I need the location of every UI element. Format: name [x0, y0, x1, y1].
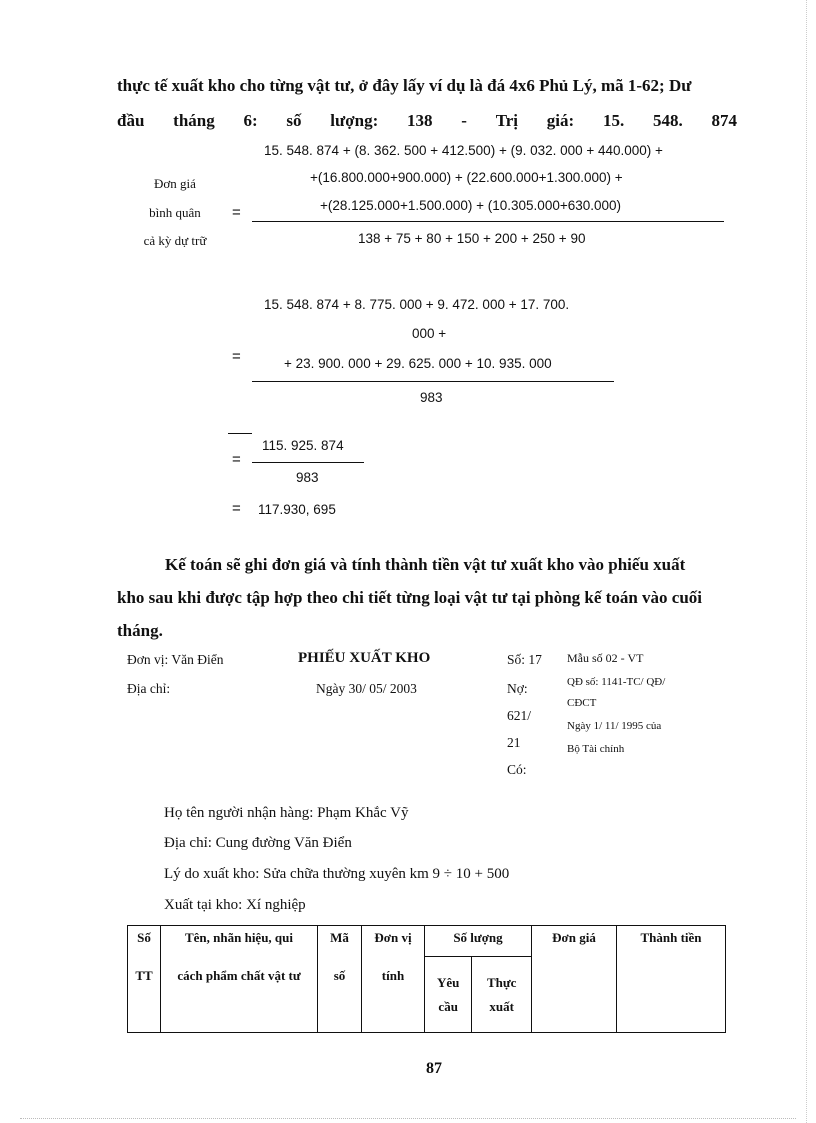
formula-label-line-1: Đơn giá — [154, 176, 196, 191]
header-code-2: số — [318, 956, 362, 1033]
numerator-1-line-3: +(28.125.000+1.500.000) + (10.305.000+630.000) — [320, 198, 622, 213]
header-price: Đơn giá — [532, 926, 617, 957]
header-name-2: cách phẩm chất vật tư — [161, 956, 318, 1033]
decision-line-2: CĐCT — [567, 697, 597, 709]
paragraph-2-line-2: kho sau khi được tập hợp theo chi tiết từng loại vật tư tại phòng kế toán vào cuối — [117, 588, 703, 607]
decision-line-1: QĐ số: 1141-TC/ QĐ/ — [567, 676, 666, 688]
paragraph-2-line-3: tháng. — [117, 621, 163, 640]
intro-word: 548. — [652, 111, 683, 130]
intro-word: Trị — [495, 111, 519, 130]
intro-word: giá: — [546, 111, 575, 130]
page-edge-bottom — [20, 1118, 796, 1119]
paragraph-2-line-1: Kế toán sẽ ghi đơn giá và tính thành tiền vật tư xuất kho vào phiếu xuất — [165, 555, 686, 574]
header-required-l1: Yêu — [436, 974, 460, 990]
voucher-debit-label: Nợ: — [507, 681, 528, 696]
numerator-2-line-3: + 23. 900. 000 + 29. 625. 000 + 10. 935. 000 — [284, 356, 552, 371]
intro-word: 6: — [243, 111, 258, 130]
voucher-credit-label: Có: — [507, 762, 527, 777]
intro-word: đầu — [117, 111, 145, 130]
formula-label-line-3: cả kỳ dự trữ — [143, 233, 207, 248]
voucher-title: PHIẾU XUẤT KHO — [298, 650, 431, 666]
header-quantity: Số lượng — [425, 926, 532, 957]
numerator-1-line-1: 15. 548. 874 + (8. 362. 500 + 412.500) + (9. 032. 000 + 440.000) + — [264, 143, 663, 158]
voucher-unit: Đơn vị: Văn Điển — [127, 652, 224, 667]
overbar-mark — [228, 433, 252, 434]
numerator-2-line-2: 000 + — [412, 326, 447, 341]
voucher-number: Số: 17 — [507, 652, 542, 667]
issue-table — [127, 925, 726, 1033]
intro-word: 15. — [602, 111, 625, 130]
header-stt-2: TT — [128, 956, 161, 1033]
header-code: Mã — [318, 926, 362, 957]
numerator-1-line-2: +(16.800.000+900.000) + (22.600.000+1.300.000) + — [310, 170, 623, 185]
table-header-row — [128, 926, 726, 957]
intro-line-1: thực tế xuất kho cho từng vật tư, ở đây lấy ví dụ là đá 4x6 Phủ Lý, mã 1-62; Dư — [117, 76, 692, 95]
voucher-debit-account-a: 621/ — [507, 708, 532, 723]
intro-word: - — [461, 111, 467, 130]
header-price-2 — [532, 956, 617, 1033]
intro-word: số — [286, 111, 302, 130]
intro-word: lượng: — [330, 111, 379, 130]
table-header-row-2 — [128, 956, 726, 1033]
voucher-address: Địa chỉ: — [127, 681, 171, 696]
equals-sign: = — [232, 204, 241, 221]
header-unit: Đơn vị — [362, 926, 425, 957]
header-required — [425, 956, 472, 1033]
intro-word: 874 — [711, 111, 737, 130]
equals-sign: = — [232, 451, 241, 468]
fraction-bar-1 — [252, 221, 724, 222]
intro-word: tháng — [173, 111, 215, 130]
fraction-bar-3 — [252, 462, 364, 463]
issue-warehouse: Xuất tại kho: Xí nghiệp — [164, 897, 306, 913]
voucher-date: Ngày 30/ 05/ 2003 — [316, 681, 417, 696]
intro-word: 138 — [407, 111, 433, 130]
denominator-1: 138 + 75 + 80 + 150 + 200 + 250 + 90 — [358, 231, 586, 246]
header-required-l2: cầu — [438, 998, 458, 1014]
header-amount: Thành tiền — [617, 926, 726, 957]
intro-line-2 — [117, 111, 737, 131]
formula-result: 117.930, 695 — [258, 502, 336, 517]
header-actual-l1: Thực — [486, 974, 517, 990]
receiver-address: Địa chỉ: Cung đường Văn Điển — [164, 835, 352, 851]
header-amount-2 — [617, 956, 726, 1033]
numerator-2-line-1: 15. 548. 874 + 8. 775. 000 + 9. 472. 000 + 17. 700. — [264, 297, 570, 312]
decision-line-3: Ngày 1/ 11/ 1995 của — [567, 720, 662, 732]
denominator-3: 983 — [296, 470, 319, 485]
page-edge-right — [806, 0, 807, 1123]
header-unit-2: tính — [362, 956, 425, 1033]
receiver-name: Họ tên người nhận hàng: Phạm Khắc Vỹ — [164, 805, 409, 821]
denominator-2: 983 — [420, 390, 443, 405]
header-actual-l2: xuất — [489, 998, 514, 1014]
formula-label-line-2: bình quân — [149, 205, 201, 220]
form-code: Mẫu số 02 - VT — [567, 651, 644, 665]
numerator-3: 115. 925. 874 — [262, 438, 344, 453]
page-number: 87 — [426, 1060, 442, 1077]
decision-line-4: Bộ Tài chính — [567, 743, 625, 755]
header-name: Tên, nhãn hiệu, qui — [161, 926, 318, 957]
voucher-debit-account-b: 21 — [507, 735, 521, 750]
equals-sign: = — [232, 500, 241, 517]
header-stt: Số — [128, 926, 161, 957]
header-actual — [472, 956, 532, 1033]
fraction-bar-2 — [252, 381, 614, 382]
equals-sign: = — [232, 348, 241, 365]
issue-reason: Lý do xuất kho: Sửa chữa thường xuyên km 9 ÷ 10 + 500 — [164, 866, 510, 882]
